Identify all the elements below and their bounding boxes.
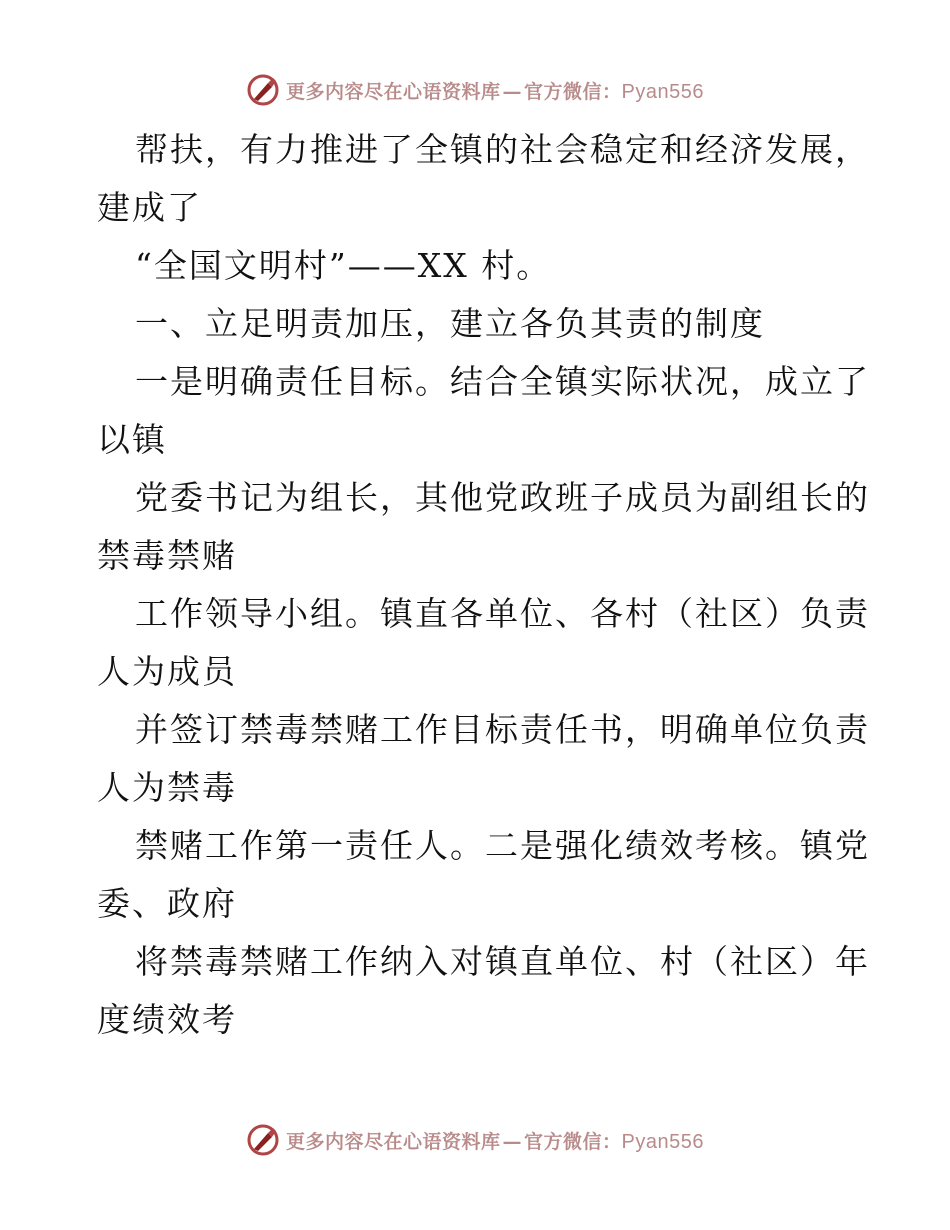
text-line: 人为成员 [97,652,237,691]
text-line: 度绩效考 [97,1000,237,1039]
watermark-site: 更多内容尽在心语资料库 [286,1130,501,1153]
text-line: 委、政府 [97,884,237,923]
document-body [97,121,870,1049]
watermark-text [286,77,704,104]
watermark-handle: Pyan556 [621,80,704,103]
text-line: 以镇 [97,420,167,459]
pen-logo-icon [246,1123,280,1157]
footer-watermark [0,1120,950,1160]
watermark-separator: — [502,1130,523,1153]
pen-logo-icon [246,73,280,107]
text-line: 将禁毒禁赌工作纳入对镇直单位、村（社区）年 [135,942,870,981]
text-line: 禁毒禁赌 [97,536,237,575]
text-line: 帮扶，有力推进了全镇的社会稳定和经济发展， [135,130,870,169]
text-line: “全国文明村”——XX 村。 [135,246,552,285]
text-line: 工作领导小组。镇直各单位、各村（社区）负责 [135,594,870,633]
watermark-text [286,1127,704,1154]
text-line: 一、立足明责加压，建立各负其责的制度 [135,304,765,343]
text-line: 人为禁毒 [97,768,237,807]
watermark-handle: Pyan556 [621,1130,704,1153]
text-line: 并签订禁毒禁赌工作目标责任书，明确单位负责 [135,710,870,749]
text-line: 禁赌工作第一责任人。二是强化绩效考核。镇党 [135,826,870,865]
watermark-site: 更多内容尽在心语资料库 [286,80,501,103]
text-line: 党委书记为组长，其他党政班子成员为副组长的 [135,478,870,517]
watermark-separator: — [502,80,523,103]
watermark-label: 官方微信： [524,80,622,103]
text-line: 一是明确责任目标。结合全镇实际状况，成立了 [135,362,870,401]
header-watermark [0,70,950,110]
text-line: 建成了 [97,188,202,227]
watermark-label: 官方微信： [524,1130,622,1153]
